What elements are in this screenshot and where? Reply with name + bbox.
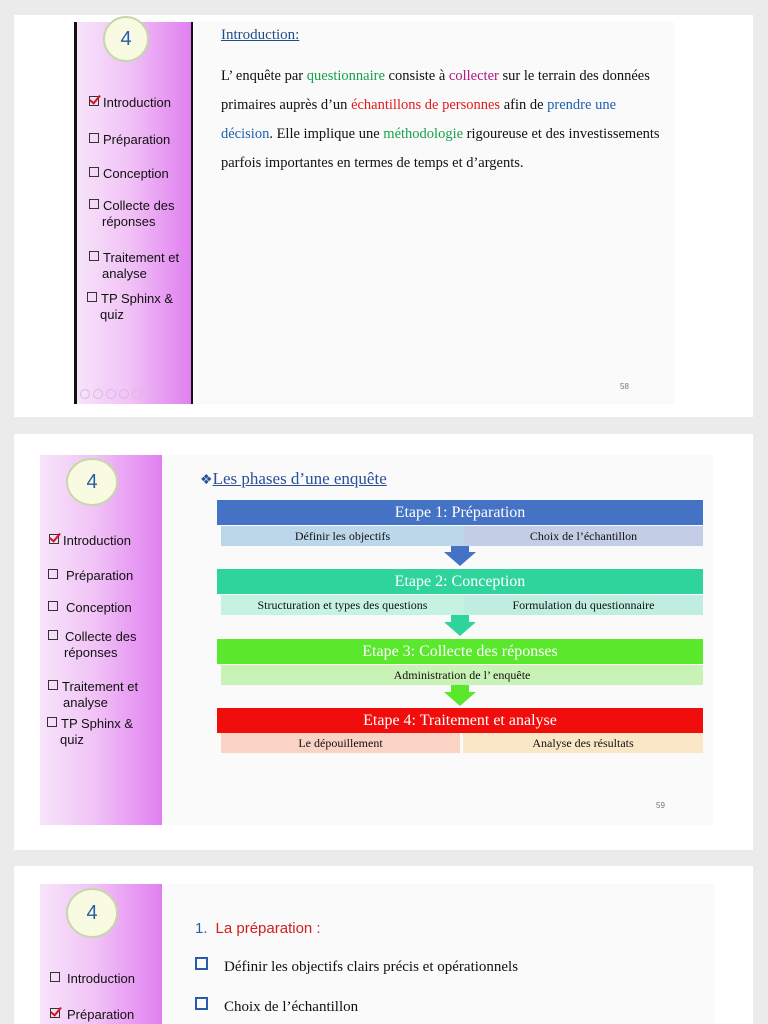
- checkbox-icon: [47, 717, 57, 727]
- square-bullet-icon: [195, 997, 208, 1010]
- control-dot-icon[interactable]: [119, 389, 129, 399]
- checkbox-checked-icon: [49, 534, 59, 544]
- step-1-sub-objectifs: Définir les objectifs: [221, 526, 464, 546]
- section-number-badge: 4: [103, 16, 149, 62]
- checkbox-icon: [48, 569, 58, 579]
- checkbox-icon: [89, 133, 99, 143]
- control-dot-icon[interactable]: [132, 389, 142, 399]
- page-number: 59: [656, 801, 665, 810]
- slide-title: Introduction:: [221, 27, 300, 43]
- checkbox-icon: [50, 972, 60, 982]
- nav-item-conception[interactable]: Conception: [89, 166, 169, 182]
- checkbox-icon: [48, 630, 58, 640]
- step-2-sub-structuration: Structuration et types des questions: [221, 595, 464, 615]
- nav-item-traitement[interactable]: Traitement et analyse: [48, 679, 138, 711]
- step-4-header: Etape 4: Traitement et analyse: [217, 708, 703, 733]
- section-heading: 1. La préparation :: [195, 920, 321, 937]
- section-number-badge: 4: [66, 888, 118, 938]
- slide-title: ❖Les phases d’une enquête: [200, 469, 387, 488]
- nav-item-tp-sphinx[interactable]: TP Sphinx & quiz: [47, 716, 133, 748]
- nav-item-preparation[interactable]: Préparation: [50, 1007, 134, 1023]
- bullet-item: Choix de l’échantillon: [195, 997, 358, 1016]
- nav-item-traitement[interactable]: Traitement et analyse: [89, 250, 179, 282]
- checkbox-icon: [48, 601, 58, 611]
- intro-paragraph: L’ enquête par questionnaire consiste à collecter sur le terrain des données primaires auprès d’un échantillons de personnes afin de prendre une décision. Elle implique une méthodologie rigoureuse et des investissements parfois importantes en termes de temps et d’argents.: [221, 68, 660, 171]
- arrow-down-icon: [444, 692, 476, 706]
- control-dot-icon[interactable]: [145, 389, 155, 399]
- nav-item-introduction[interactable]: Introduction: [89, 95, 171, 111]
- step-2-sub-formulation: Formulation du questionnaire: [464, 595, 703, 615]
- slide-controls: [80, 389, 155, 401]
- checkbox-icon: [89, 167, 99, 177]
- checkbox-icon: [48, 680, 58, 690]
- step-1-sub-echantillon: Choix de l’échantillon: [464, 526, 703, 546]
- checkbox-checked-icon: [89, 96, 99, 106]
- checkbox-checked-icon: [50, 1008, 60, 1018]
- step-3-header: Etape 3: Collecte des réponses: [217, 639, 703, 664]
- step-4-sub-depouillement: Le dépouillement: [221, 733, 460, 753]
- step-1-header: Etape 1: Préparation: [217, 500, 703, 525]
- nav-item-tp-sphinx[interactable]: TP Sphinx & quiz: [87, 291, 173, 323]
- control-dot-icon[interactable]: [80, 389, 90, 399]
- step-4-sub-analyse: Analyse des résultats: [463, 733, 703, 753]
- arrow-down-icon: [451, 615, 469, 622]
- nav-item-introduction[interactable]: Introduction: [49, 533, 131, 549]
- control-dot-icon[interactable]: [93, 389, 103, 399]
- nav-item-preparation[interactable]: Préparation: [48, 568, 133, 584]
- section-number-badge: 4: [66, 458, 118, 506]
- arrow-down-icon: [444, 552, 476, 566]
- checkbox-icon: [89, 199, 99, 209]
- square-bullet-icon: [195, 957, 208, 970]
- nav-item-conception[interactable]: Conception: [48, 600, 132, 616]
- step-2-header: Etape 2: Conception: [217, 569, 703, 594]
- page-number: 58: [620, 382, 629, 391]
- bullet-item: Définir les objectifs clairs précis et opérationnels: [195, 957, 518, 976]
- checkbox-icon: [87, 292, 97, 302]
- nav-item-preparation[interactable]: Préparation: [89, 132, 170, 148]
- nav-item-collecte[interactable]: Collecte des réponses: [48, 629, 137, 661]
- arrow-down-icon: [451, 685, 469, 692]
- nav-item-introduction[interactable]: Introduction: [50, 971, 135, 987]
- nav-item-collecte[interactable]: Collecte des réponses: [89, 198, 175, 230]
- control-dot-icon[interactable]: [106, 389, 116, 399]
- arrow-down-icon: [444, 622, 476, 636]
- step-3-sub-administration: Administration de l’ enquête: [221, 665, 703, 685]
- diamond-bullet-icon: ❖: [200, 473, 213, 488]
- checkbox-icon: [89, 251, 99, 261]
